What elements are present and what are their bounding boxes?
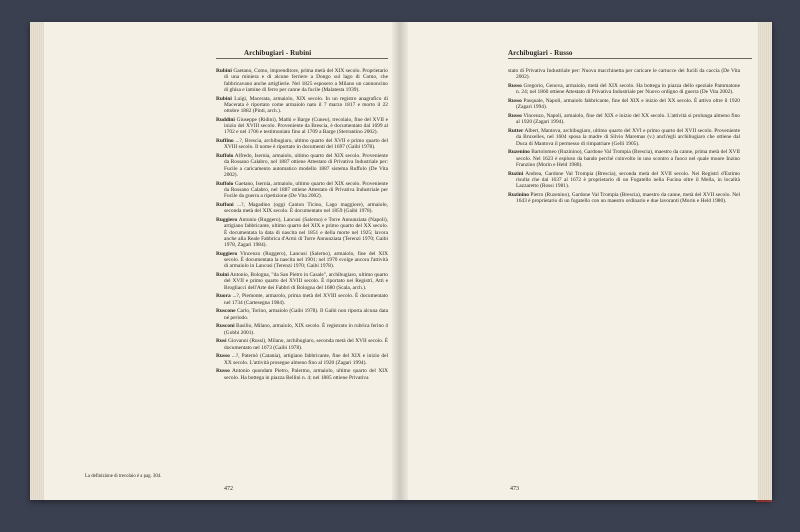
entry-text: Luigi, Macerata, armaiolo, XIX secolo. In un registro anagrafico di Macerata è riportato come armaiolo nato il 7 marzo 1817 e morto il 22 ottobre 1882 (Pinti, arch.).: [224, 95, 388, 115]
entry-text: Pasquale, Napoli, armaiolo fabbricante, fine del XIX e inizio del XX secolo. È attivo oltre il 1920 (Zagari 1994).: [516, 97, 740, 111]
entry-text: stato di Privativa Industriale per: Nuova macchinetta per caricare le cartucce dei fucili da caccia (De Vita 2002).: [508, 68, 740, 81]
page-edges-right: [758, 22, 772, 500]
running-head-left: Archibugiari - Rubini: [244, 49, 312, 57]
entry-name: Russo: [216, 368, 230, 375]
entry-text: ...?, Magadino (oggi Canton Ticino, Lago maggiore), armaiolo, seconda metà del XIX secolo. È documentato nel 1859 (Gaibi 1978).: [224, 201, 388, 215]
head-rule-right: [508, 58, 752, 59]
page-number-right: 473: [510, 486, 519, 492]
entry-text: Gaetano, Como, imprenditore, prima metà del XIX secolo. Proprietario di una miniera e di alcune ferriere a Dongo sul lago di Como, che fabbricavano anche artiglierie. Nel 1825 esposero a Milano un cannoncino di ghisa e lamine di ferro per canne da fucile (Malatesta 1939).: [224, 68, 388, 93]
entry-text: Vincenzo, Napoli, armaiolo, fine del XIX e inizio del XX secolo. L'attività si prolunga almeno fino al 1920 (Zagari 1994).: [516, 112, 740, 126]
entry-name: Ruggiero: [216, 250, 238, 257]
dictionary-entry: [216, 353, 388, 366]
running-head-right: Archibugiari - Russo: [508, 49, 573, 57]
page-number-left: 472: [224, 486, 233, 492]
dictionary-entry: [508, 98, 740, 111]
entry-text: Andrea, Gardone Val Trompia (Brescia), seconda metà del XVII secolo. Nei Registri d'Estimo risulta che dal 1637 al 1672 è proprietario di un Fogatello nella Fucina oltre il Mella, in località Lazzaretto (Rossi 1981).: [516, 170, 740, 190]
entry-text: Antonio quondam Pietro, Palermo, armaiolo, ultimo quarto del XIX secolo. Ha bottega in piazza Bellini n. 4; nel 1885 ottiene Privativa: [224, 368, 388, 381]
entry-text: Bartolomeo (Ruzinino), Gardone Val Trompia (Brescia), maestro da canne, prima metà del XVII secolo. Nel 1623 è esploso da bando perché coinvolto in uno scontro a fuoco nel quale muore Inzino Franzino (Morin e Held 1980).: [516, 149, 740, 168]
entry-name: Rutter: [508, 127, 524, 134]
entry-text: Antonio, Bologna, "da San Pietro in Casale", archibugiaro, ultimo quarto del XVII e primo quarto del XVIII secolo. È riportato nei Registri, Atti e Brogliacci dell'Arte dei Fabbri di Bologna del 1680 (Scala, arch.).: [224, 272, 388, 291]
dictionary-entry: [216, 368, 388, 381]
entry-name: Ruini: [216, 272, 229, 279]
dictionary-entry: [216, 117, 388, 136]
dictionary-entry: [508, 149, 740, 168]
open-book: [30, 22, 772, 500]
entry-text: Gaetano, Isernia, armaiolo, ultimo quarto del XIX secolo. Proveniente da Rossano Calabro, nel 1887 ottiene Attestato di Privativa Industriale per Fucile da guerra a ripetizione (De Vita 2002).: [224, 180, 388, 200]
entry-name: Rusi: [216, 338, 227, 345]
entry-text: Albert, Mantova, archibugiaro, ultimo quarto del XVI e primo quarto del XVII secolo. Proveniente da Bruxelles, nel 1604 sposa la madre di Silvio Maremas (v.) anch'egli archibugiaro che ottiene dal Duca di Mantova il permesso di rimpatriare (Gelli 1905).: [516, 127, 740, 147]
entry-name: Russo: [508, 82, 522, 89]
entry-text: Pietro (Ruzenino), Gardone Val Trompia (Brescia), maestro da canne, metà del XVII secolo. Nel 1643 è proprietario di un fogatello con un maestro ordinario e due lavoranti (Morin e Held 1980).: [516, 191, 740, 205]
page-edges-left: [30, 22, 44, 500]
dictionary-entry: [508, 113, 740, 126]
entry-name: Russo: [216, 353, 230, 360]
entry-text: Giovanni (Russi), Milano, archibugiaro, seconda metà del XVII secolo. È documentato nel 1673 (Gaibi 1978).: [224, 338, 388, 351]
entries-left: [216, 68, 388, 383]
entry-name: Ruscone: [216, 308, 236, 315]
right-page: [400, 22, 772, 500]
entry-text: Carlo, Torino, armaiolo (Gaibi 1978). Il Gaibi non riporta alcuna data né periodo.: [224, 308, 388, 321]
entry-name: Ruzenino: [508, 149, 530, 156]
dictionary-entry: [216, 323, 388, 336]
entry-text: Antonio (Ruggero), Lancusi (Salerno) e Torre Annunziata (Napoli), artigiano fabbricante, ultimo quarto del XIX e primo quarto del XX secolo. È documentata la data di nascita nel 1851 e della morte nel 1925; lavora anche alla Reale Fabbrica d'Armi di Torre Annunziata (Terenzi 1970; Gaibi 1978, Zagari 1984).: [224, 216, 388, 249]
dictionary-entry: [216, 338, 388, 351]
dictionary-entry: [508, 171, 740, 190]
dictionary-entry: [508, 68, 740, 81]
left-page: [30, 22, 401, 500]
dictionary-entry: [216, 217, 388, 248]
entry-name: Ruffoni: [216, 201, 234, 208]
entry-text: ...?, Piemonte, armarolo, prima metà del XVIII secolo. È documentato nel 1734 (Cartesegna 1984).: [224, 293, 388, 306]
dictionary-entry: [216, 251, 388, 270]
footnote: La definizione di trecolaio è a pag. 304.: [85, 474, 162, 479]
dictionary-entry: [216, 308, 388, 321]
entry-text: ...?, Paternò (Catania), artigiano fabbricante, fine del XIX e inizio del XX secolo. L'attività prosegue almeno fino al 1920 (Zagari 1994).: [224, 353, 388, 366]
entry-name: Rusconi: [216, 323, 235, 330]
entries-right: [508, 68, 740, 207]
entry-name: Ruffolo: [216, 180, 234, 187]
entry-text: Alfredo, Isernia, armaiolo, ultimo quarto del XIX secolo. Proveniente da Rossano Calabro, nel 1887 ottiene Attestato di Privativa Industriale per: Fucile a caricamento automatico modello 1887 sistema Ruffolo (De Vita 2002).: [224, 153, 388, 179]
dictionary-entry: [216, 68, 388, 93]
entry-name: Ruffolo: [216, 153, 234, 160]
entry-name: Ruora: [216, 293, 231, 300]
entry-text: Basilio, Milano, armaiolo, XIX secolo. È registrato in rubrica ferino 4 (Gobbi 2001).: [224, 323, 388, 336]
entry-name: Ruddini: [216, 116, 235, 123]
entry-name: Russo: [508, 97, 522, 104]
dictionary-entry: [508, 128, 740, 147]
dictionary-entry: [216, 153, 388, 178]
entry-text: Gregorio, Genova, armaiolo, metà del XIX secolo. Ha bottega in piazza dello speziale Pammatone n. 24; nel 1860 ottiene Attestato di Privativa Industriale per Nuovo ordigno di guerra (De Vita 2002).: [516, 82, 740, 96]
entry-name: Ruzini: [508, 170, 524, 177]
entry-text: Vincenzo (Ruggero), Lancusi (Salerno), armaiolo, fine del XIX secolo. È documentata la nascita nel 1901; nel 1970 svolge ancora l'attività di armaiolo in Lancusi (Terenzi 1970; Gaibi 1978).: [224, 250, 388, 270]
entry-name: Ruffino: [216, 138, 234, 145]
dictionary-entry: [216, 138, 388, 151]
entry-name: Ruggiero: [216, 216, 238, 223]
entry-text: ...?, Brescia, archibugiaro, ultimo quarto del XVII e primo quarto del XVIII secolo. Il nome è riportato in documenti del 1697 (Gaibi 1978).: [224, 138, 388, 151]
entry-name: Ruzinino: [508, 191, 529, 198]
dictionary-entry: [508, 83, 740, 96]
dictionary-entry: [216, 96, 388, 115]
dictionary-entry: [508, 192, 740, 205]
book-gutter: [392, 22, 408, 500]
entry-text: Giuseppe (Ridini), Mathi e Barge (Cuneo), trecolaio, fine del XVII e inizio del XVIII secolo. Proveniente da Brescia, è documentato dal 1699 al 1702 e nel 1706 e testimoniato fino al 1709 a Barge (Sterrantino 2002).: [224, 116, 388, 136]
dictionary-entry: [216, 181, 388, 200]
dictionary-entry: [216, 202, 388, 215]
entry-name: Rubini: [216, 68, 232, 74]
dictionary-entry: [216, 272, 388, 291]
head-rule-left: [216, 58, 388, 59]
entry-name: Russo: [508, 112, 522, 119]
entry-name: Rubini: [216, 95, 232, 102]
dictionary-entry: [216, 293, 388, 306]
